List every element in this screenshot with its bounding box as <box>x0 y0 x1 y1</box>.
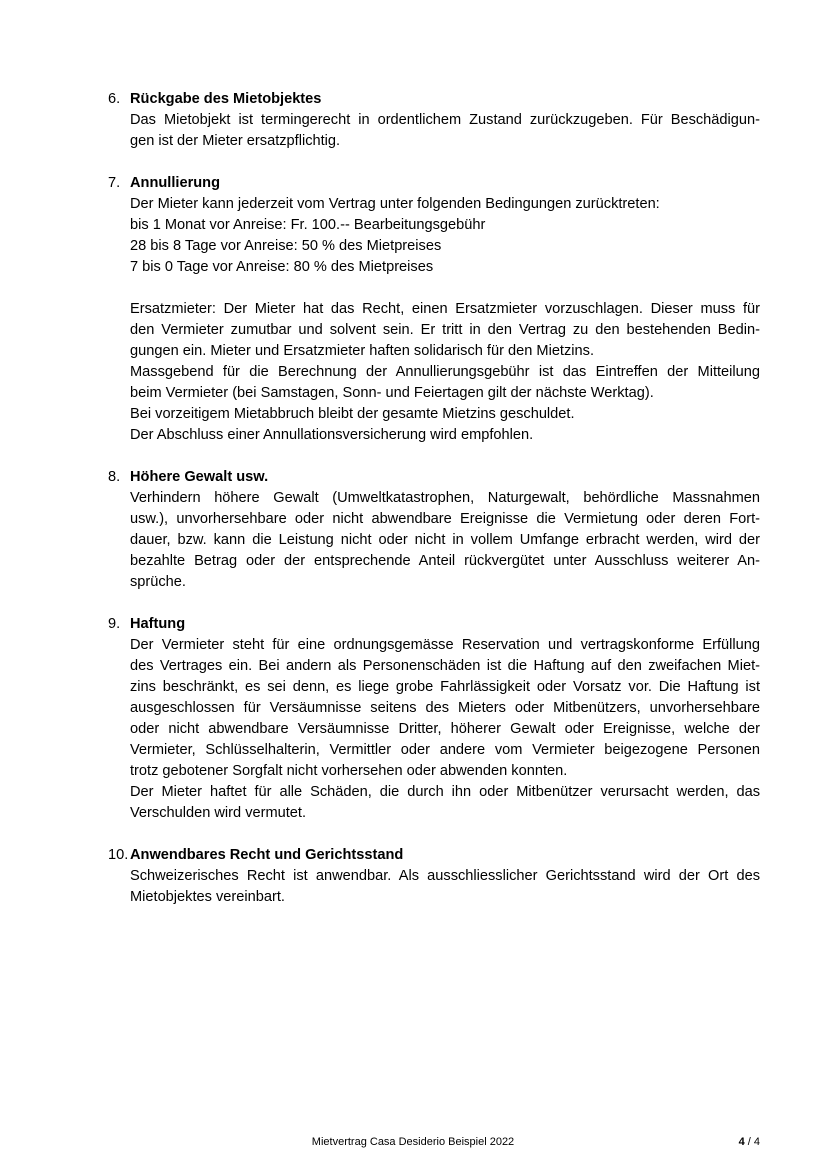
contract-content <box>108 89 760 929</box>
section-9 <box>108 614 760 824</box>
text-line: 28 bis 8 Tage vor Anreise: 50 % des Mietpreises <box>130 238 442 254</box>
text-line: usw.), unvorhersehbare oder nicht abwendbare Ereignisse die Vermietung oder deren Fort- <box>130 511 760 527</box>
text-line: zins beschränkt, es sei denn, es liege grobe Fahrlässigkeit oder Vorsatz vor. Die Haftung ist <box>130 679 760 695</box>
section-header <box>108 845 760 866</box>
text-line: Verhindern höhere Gewalt (Umweltkatastrophen, Naturgewalt, behördliche Massnahmen <box>130 490 760 506</box>
text-line: bezahlte Betrag oder der entsprechende Anteil rückvergütet unter Ausschluss weiterer An- <box>130 553 760 569</box>
text-line: trotz gebotener Sorgfalt nicht vorhersehen oder abwenden konnten. <box>130 763 568 779</box>
text-line: 7 bis 0 Tage vor Anreise: 80 % des Mietpreises <box>130 259 434 275</box>
page-total: 4 <box>753 1136 760 1148</box>
text-line: ausgeschlossen für Versäumnisse seitens des Mieters oder Mitbenützers, unvorhersehbare <box>130 700 760 716</box>
section-header <box>108 89 760 110</box>
text-line: beim Vermieter (bei Samstagen, Sonn- und Feiertagen gilt der nächste Werktag). <box>130 385 654 401</box>
page-current: 4 <box>738 1136 745 1148</box>
text-line: Schweizerisches Recht ist anwendbar. Als ausschliesslicher Gerichtsstand wird der Ort des <box>130 868 760 884</box>
section-6 <box>108 89 760 152</box>
text-line: gungen ein. Mieter und Ersatzmieter haften solidarisch für den Mietzins. <box>130 343 594 359</box>
section-number: 10. <box>108 847 129 863</box>
section-10 <box>108 845 760 908</box>
section-heading: Höhere Gewalt usw. <box>130 469 269 485</box>
text-line: bis 1 Monat vor Anreise: Fr. 100.-- Bearbeitungsgebühr <box>130 217 486 233</box>
page-footer <box>0 1134 826 1150</box>
text-line: Massgebend für die Berechnung der Annullierungsgebühr ist das Eintreffen der Mitteilung <box>130 364 760 380</box>
section-body <box>130 194 760 446</box>
section-8 <box>108 467 760 593</box>
section-body <box>130 488 760 593</box>
page-number <box>739 1134 760 1150</box>
footer-document-title: Mietvertrag Casa Desiderio Beispiel 2022 <box>311 1136 515 1148</box>
text-line: Das Mietobjekt ist termingerecht in ordentlichem Zustand zurückzugeben. Für Beschädigun- <box>130 112 760 128</box>
text-line: des Vertrages ein. Bei andern als Personenschäden ist die Haftung auf den zweifachen Miet- <box>130 658 760 674</box>
section-header <box>108 173 760 194</box>
text-line: Der Abschluss einer Annullationsversicherung wird empfohlen. <box>130 427 534 443</box>
section-number: 6. <box>108 91 121 107</box>
section-number: 9. <box>108 616 121 632</box>
section-heading: Rückgabe des Mietobjektes <box>130 91 322 107</box>
text-line: Vermieter, Schlüsselhalterin, Vermittler oder andere vom Vermieter beigezogene Personen <box>130 742 760 758</box>
text-line: den Vermieter zumutbar und solvent sein. Er tritt in den Vertrag zu den bestehenden Bedin- <box>130 322 760 338</box>
text-line: Ersatzmieter: Der Mieter hat das Recht, einen Ersatzmieter vorzuschlagen. Dieser muss für <box>130 301 760 317</box>
text-line: Verschulden wird vermutet. <box>130 805 307 821</box>
text-line: Der Vermieter steht für eine ordnungsgemässe Reservation und vertragskonforme Erfüllung <box>130 637 760 653</box>
section-number: 8. <box>108 469 121 485</box>
section-header <box>108 614 760 635</box>
section-heading: Annullierung <box>130 175 220 191</box>
paragraph-gap <box>130 278 760 299</box>
section-heading: Haftung <box>130 616 186 632</box>
section-number: 7. <box>108 175 121 191</box>
section-7 <box>108 173 760 446</box>
section-header <box>108 467 760 488</box>
text-line: gen ist der Mieter ersatzpflichtig. <box>130 133 341 149</box>
section-heading: Anwendbares Recht und Gerichtsstand <box>130 847 404 863</box>
text-line: Der Mieter haftet für alle Schäden, die durch ihn oder Mitbenützer verursacht werden, das <box>130 784 760 800</box>
text-line: Mietobjektes vereinbart. <box>130 889 285 905</box>
text-line: Der Mieter kann jederzeit vom Vertrag unter folgenden Bedingungen zurücktreten: <box>130 196 660 212</box>
section-body <box>130 866 760 908</box>
text-line: oder nicht abwendbare Versäumnisse Dritter, höherer Gewalt oder Ereignisse, welche der <box>130 721 760 737</box>
section-body <box>130 635 760 824</box>
text-line: dauer, bzw. kann die Leistung nicht oder nicht in vollem Umfange erbracht werden, wird der <box>130 532 760 548</box>
section-body <box>130 110 760 152</box>
text-line: Bei vorzeitigem Mietabbruch bleibt der gesamte Mietzins geschuldet. <box>130 406 575 422</box>
text-line: sprüche. <box>130 574 186 590</box>
page-separator: / <box>744 1136 754 1148</box>
